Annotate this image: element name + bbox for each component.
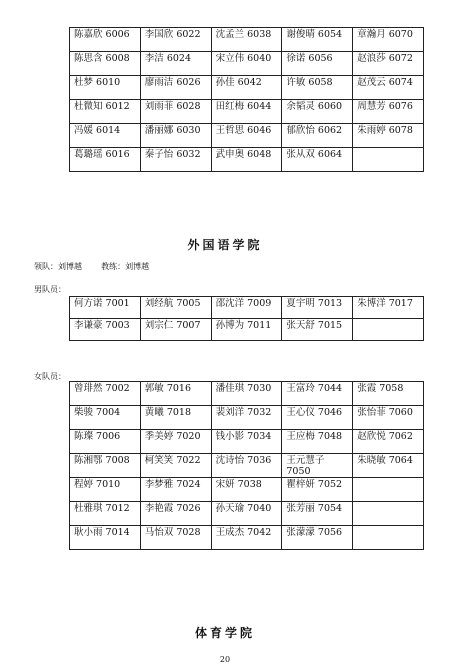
table-row <box>70 297 424 319</box>
staff-line <box>34 261 149 272</box>
section-title-sports: 体育学院 <box>194 626 255 640</box>
table-cell: 邵沈洋 7009 <box>211 297 282 319</box>
table-cell: 陈璨 7006 <box>70 430 141 454</box>
table-row <box>70 52 424 76</box>
table-cell: 朱博洋 7017 <box>353 297 424 319</box>
section-title-foreign-languages: 外国语学院 <box>187 238 263 252</box>
table-cell: 李国欣 6022 <box>140 28 211 52</box>
table-cell: 杜雅琪 7012 <box>70 502 141 526</box>
table-cell: 柯笑笑 7022 <box>140 454 211 478</box>
table-cell: 秦子怡 6032 <box>140 148 211 172</box>
table-cell: 宋妍 7038 <box>211 478 282 502</box>
table-cell: 赵欣悦 7062 <box>353 430 424 454</box>
table-row <box>70 502 424 526</box>
table-row <box>70 124 424 148</box>
table-cell: 张从双 6064 <box>282 148 353 172</box>
table-cell: 刘雨菲 6028 <box>140 100 211 124</box>
table-cell: 廖雨洁 6026 <box>140 76 211 100</box>
table-cell: 陈嘉欣 6006 <box>70 28 141 52</box>
table-row <box>70 76 424 100</box>
table-row <box>70 100 424 124</box>
table-cell: 周慧芳 6076 <box>353 100 424 124</box>
table-cell: 程婷 7010 <box>70 478 141 502</box>
table-cell: 朱晓敏 7064 <box>353 454 424 478</box>
table-cell: 谢俊晴 6054 <box>282 28 353 52</box>
roster-table-men <box>69 296 424 341</box>
women-team-label: 女队员： <box>34 372 66 381</box>
table-cell: 孙佳 6042 <box>211 76 282 100</box>
men-team-label: 男队员： <box>34 285 66 294</box>
table-cell: 王成杰 7042 <box>211 526 282 550</box>
table-row <box>70 148 424 172</box>
table-cell: 王元慧子 7050 <box>282 454 353 478</box>
table-cell <box>353 319 424 341</box>
roster-table-women <box>69 381 424 550</box>
leader-label: 领队：刘博越 <box>34 262 82 271</box>
table-row <box>70 526 424 550</box>
table-cell: 夏宇明 7013 <box>282 297 353 319</box>
table-cell: 章瀚月 6070 <box>353 28 424 52</box>
table-cell: 何方诺 7001 <box>70 297 141 319</box>
table-cell: 瞿梓妍 7052 <box>282 478 353 502</box>
table-cell: 张霞 7058 <box>353 382 424 406</box>
coach-label: 教练：刘博越 <box>101 262 150 271</box>
table-cell: 赵茂云 6074 <box>353 76 424 100</box>
table-cell: 郁欣怡 6062 <box>282 124 353 148</box>
table-cell: 潘丽娜 6030 <box>140 124 211 148</box>
table-cell <box>353 502 424 526</box>
table-cell: 钱小影 7034 <box>211 430 282 454</box>
table-cell: 赵浪莎 6072 <box>353 52 424 76</box>
table-cell: 冯媛 6014 <box>70 124 141 148</box>
table-cell: 王应梅 7048 <box>282 430 353 454</box>
table-cell: 张天舒 7015 <box>282 319 353 341</box>
page-number: 20 <box>219 655 231 664</box>
table-row <box>70 28 424 52</box>
table-cell: 裴刘洋 7032 <box>211 406 282 430</box>
table-cell: 曾琲然 7002 <box>70 382 141 406</box>
table-cell: 张怡菲 7060 <box>353 406 424 430</box>
table-cell: 王富玲 7044 <box>282 382 353 406</box>
table-cell: 陈湘鄂 7008 <box>70 454 141 478</box>
table-cell: 朱雨婷 6078 <box>353 124 424 148</box>
table-cell: 郭敏 7016 <box>140 382 211 406</box>
table-cell: 许敏 6058 <box>282 76 353 100</box>
table-row <box>70 478 424 502</box>
table-cell: 潘佳琪 7030 <box>211 382 282 406</box>
table-row <box>70 454 424 478</box>
table-cell: 黄曦 7018 <box>140 406 211 430</box>
table-cell: 杜梦 6010 <box>70 76 141 100</box>
table-cell: 田红梅 6044 <box>211 100 282 124</box>
table-cell: 余韬灵 6060 <box>282 100 353 124</box>
table-cell: 李梦雅 7024 <box>140 478 211 502</box>
table-cell: 李艳霞 7026 <box>140 502 211 526</box>
table-cell: 宋立伟 6040 <box>211 52 282 76</box>
table-cell: 张芳丽 7054 <box>282 502 353 526</box>
table-row <box>70 382 424 406</box>
table-cell: 徐诺 6056 <box>282 52 353 76</box>
table-cell: 陈思含 6008 <box>70 52 141 76</box>
table-row <box>70 319 424 341</box>
table-cell <box>353 526 424 550</box>
table-cell: 柴骏 7004 <box>70 406 141 430</box>
table-row <box>70 406 424 430</box>
table-cell: 王心仪 7046 <box>282 406 353 430</box>
table-cell: 马怡双 7028 <box>140 526 211 550</box>
table-row <box>70 430 424 454</box>
table-cell: 耿小雨 7014 <box>70 526 141 550</box>
table-cell: 孙博为 7011 <box>211 319 282 341</box>
table-cell: 杜微知 6012 <box>70 100 141 124</box>
table-cell: 刘经航 7005 <box>140 297 211 319</box>
table-cell: 孙天瑜 7040 <box>211 502 282 526</box>
table-cell: 武申奥 6048 <box>211 148 282 172</box>
table-cell: 李洁 6024 <box>140 52 211 76</box>
table-cell: 张濛濛 7056 <box>282 526 353 550</box>
table-cell: 沈诗怡 7036 <box>211 454 282 478</box>
table-cell <box>353 478 424 502</box>
table-cell: 刘宗仁 7007 <box>140 319 211 341</box>
table-cell: 王哲思 6046 <box>211 124 282 148</box>
table-cell: 李谦豪 7003 <box>70 319 141 341</box>
table-cell: 季美婷 7020 <box>140 430 211 454</box>
roster-table-previous-section <box>69 27 424 172</box>
table-cell: 葛璐瑶 6016 <box>70 148 141 172</box>
table-cell <box>353 148 424 172</box>
table-cell: 沈孟兰 6038 <box>211 28 282 52</box>
